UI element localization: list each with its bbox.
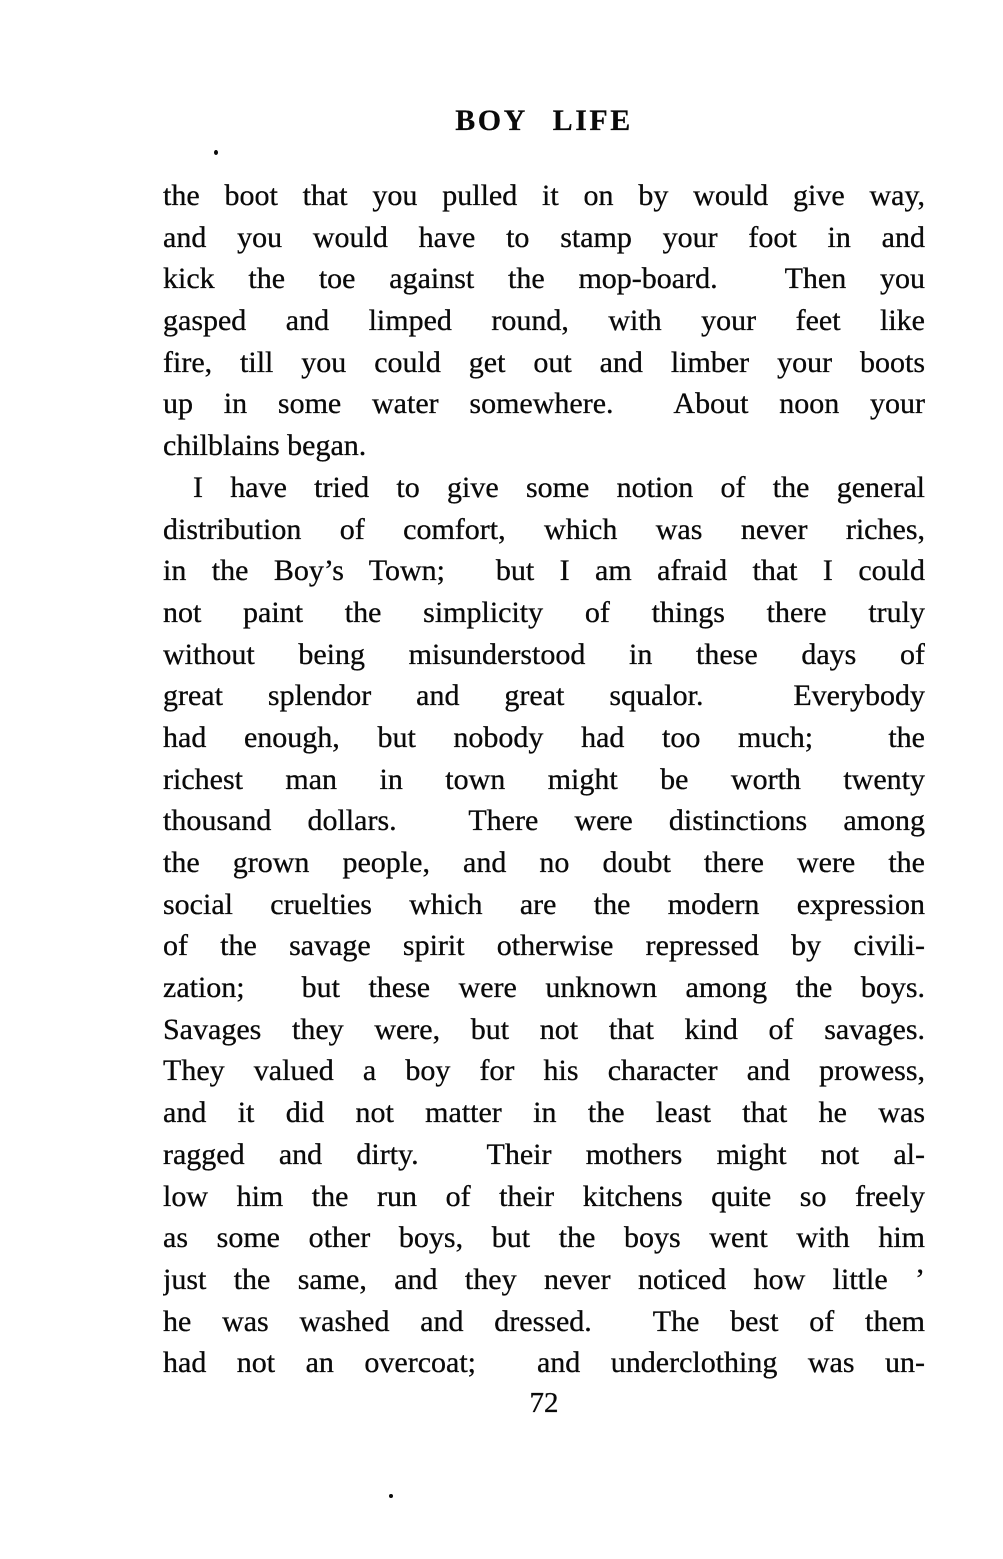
text-line: fire, till you could get out and limber your boots (163, 345, 925, 379)
text-line: of the savage spirit otherwise repressed by civili- (163, 929, 925, 963)
ink-speck (214, 150, 218, 155)
text-line: the boot that you pulled it on by would give way, (163, 179, 925, 212)
text-line: richest man in town might be worth twenty (163, 762, 925, 796)
text-line: zation; but these were unknown among the boys. (163, 971, 925, 1005)
text-line: I have tried to give some notion of the general (193, 470, 925, 504)
paragraph (163, 467, 925, 1384)
text-line: up in some water somewhere. About noon your (163, 387, 925, 421)
text-line: he was washed and dressed. The best of them (163, 1304, 925, 1338)
text-line: distribution of comfort, which was never riches, (163, 512, 925, 546)
text-line: the grown people, and no doubt there were the (163, 846, 925, 879)
text-line: and you would have to stamp your foot in and (163, 220, 925, 254)
text-line: without being misunderstood in these days of (163, 637, 925, 671)
page-footer (163, 1387, 925, 1420)
text-line: not paint the simplicity of things there truly (163, 595, 925, 629)
text-line: kick the toe against the mop-board. Then you (163, 262, 925, 296)
text-line: just the same, and they never noticed how little ’ (163, 1262, 925, 1296)
paragraph (163, 175, 925, 467)
ink-speck (389, 1494, 393, 1498)
text-line: chilblains began. (163, 429, 367, 463)
running-head (163, 104, 925, 138)
text-line: They valued a boy for his character and prowess, (163, 1054, 925, 1088)
body-text (163, 175, 925, 1384)
text-line: Savages they were, but not that kind of savages. (163, 1012, 925, 1046)
text-line: low him the run of their kitchens quite so freely (163, 1179, 925, 1213)
text-line: social cruelties which are the modern expression (163, 887, 925, 921)
text-line: ragged and dirty. Their mothers might not al- (163, 1137, 925, 1171)
page-number: 72 (529, 1387, 559, 1419)
text-line: had not an overcoat; and underclothing was un- (163, 1346, 925, 1380)
running-head-title: BOY LIFE (455, 104, 633, 137)
text-line: great splendor and great squalor. Everybody (163, 679, 925, 713)
text-line: had enough, but nobody had too much; the (163, 720, 925, 754)
text-line: and it did not matter in the least that he was (163, 1096, 925, 1130)
text-line: as some other boys, but the boys went with him (163, 1221, 925, 1255)
text-line: thousand dollars. There were distinctions among (163, 804, 925, 838)
text-line: in the Boy’s Town; but I am afraid that I could (163, 554, 925, 588)
text-line: gasped and limped round, with your feet like (163, 304, 925, 338)
